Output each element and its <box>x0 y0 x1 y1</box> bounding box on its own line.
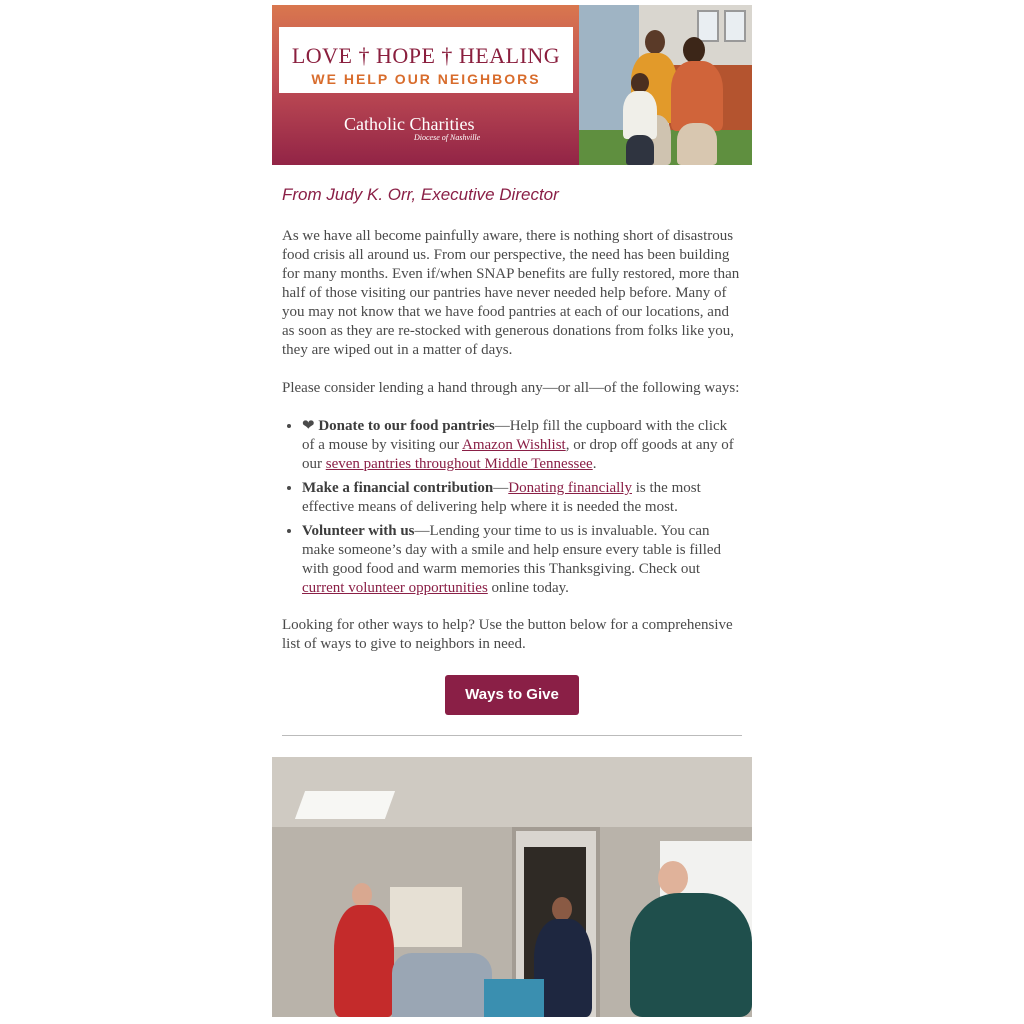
list-item-text: is the most effective means of delivering help where it is needed the most. <box>302 480 701 515</box>
pantry-volunteers-photo[interactable] <box>272 757 752 1017</box>
amazon-wishlist-link[interactable]: Amazon Wishlist <box>462 437 566 453</box>
list-item-title: Volunteer with us <box>302 523 415 539</box>
list-item-text: , or drop off goods at any of our <box>302 437 734 472</box>
banner-subtitle: WE HELP OUR NEIGHBORS <box>311 71 541 87</box>
banner-graphic <box>272 5 579 165</box>
heart-icon: ❤ <box>302 418 315 434</box>
pantries-link[interactable]: seven pantries throughout Middle Tennessee <box>325 456 593 472</box>
letter-paragraph: Please consider lending a hand through any—or all—of the following ways: <box>282 380 740 396</box>
list-item-text: online today. <box>487 580 569 596</box>
ways-to-help-list <box>282 417 742 598</box>
list-item-donate-food <box>302 417 742 474</box>
list-item-volunteer <box>302 522 742 598</box>
list-item-financial <box>302 479 742 517</box>
family-photo <box>579 5 752 165</box>
header-banner[interactable] <box>272 5 752 165</box>
banner-title: LOVE † HOPE † HEALING <box>291 43 561 68</box>
list-item-text: —Lending your time to us is invaluable. You can make someone’s day with a smile and help ensure every table is filled with good food and warm memories this Thanksgiving. Check out <box>302 523 722 577</box>
ways-to-give-button[interactable]: Ways to Give <box>445 675 579 715</box>
letter-paragraph: As we have all become painfully aware, there is nothing short of disastrous food crisis all around us. From our perspective, the need has been building for many months. Even if/when SNAP benefits are fully restored, more than half of those visiting our pantries have never needed help before. Many of you may not know that we have food pantries at each of our locations, and as soon as they are re-stocked with generous donations from folks like you, they are wiped out in a matter of days. <box>282 228 740 358</box>
volunteer-opportunities-link[interactable]: current volunteer opportunities <box>302 580 488 596</box>
donate-financially-link[interactable]: Donating financially <box>508 480 632 496</box>
cta-container <box>282 675 742 715</box>
list-item-text: —Help fill the cupboard with the click of a mouse by visiting our <box>302 418 728 453</box>
banner-title-box <box>279 27 573 93</box>
org-logo-text: Catholic Charities <box>344 114 475 134</box>
list-item-title: Make a financial contribution <box>302 480 494 496</box>
letter-paragraph: Looking for other ways to help? Use the button below for a comprehensive list of ways to give to neighbors in need. <box>282 617 733 652</box>
list-item-text: — <box>493 480 509 496</box>
letter-byline: From Judy K. Orr, Executive Director <box>282 185 559 204</box>
email-body <box>272 5 752 1017</box>
org-logo-subtext: Diocese of Nashville <box>414 133 481 142</box>
letter-content <box>272 185 752 736</box>
list-item-title: Donate to our food pantries <box>318 418 495 434</box>
list-item-text: . <box>592 456 597 472</box>
section-divider <box>282 735 742 736</box>
